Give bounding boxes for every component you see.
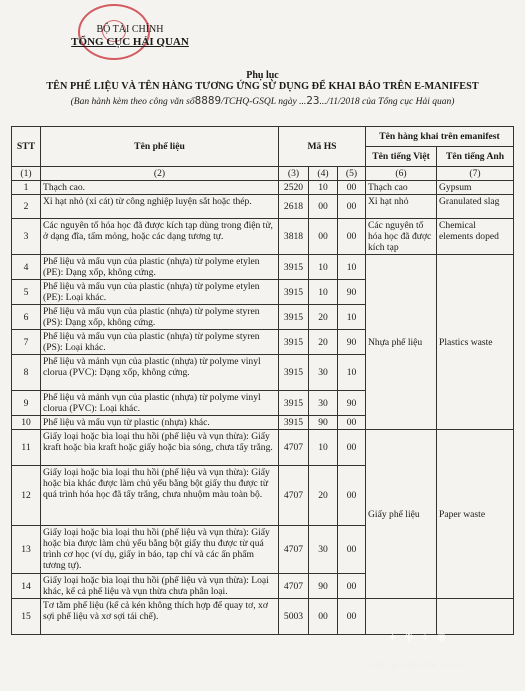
department-name: TỔNG CỤC HẢI QUAN [71,36,189,48]
hs-subheading: 00 [338,430,366,466]
header-vietnamese: Tên tiếng Việt [366,147,437,167]
scrap-name: Các nguyên tố hóa học đã được kích tạp dùng trong điện tử, ở dạng đĩa, tấm mỏng, hoặc các dạng tương tự. [41,219,279,255]
scrap-name: Phế liệu và mẩu vụn của plastic (nhựa) từ polyme etylen (PE): Dạng xốp, không cứng. [41,255,279,280]
row-number: 2 [12,195,41,219]
table-row [12,599,514,635]
row-number: 6 [12,305,41,330]
table-row [12,181,514,195]
hs-chapter: 3915 [279,280,309,305]
doc-number: 8889 [194,94,222,107]
hs-chapter: 3915 [279,330,309,355]
silk-vietnamese-name [366,599,437,635]
column-number: (3) [279,167,309,181]
english-name: Granulated slag [437,195,514,219]
hs-chapter: 4707 [279,430,309,466]
hs-subheading: 90 [338,280,366,305]
hs-heading: 30 [309,526,338,574]
column-number-row [12,167,514,181]
hs-chapter: 2618 [279,195,309,219]
header-hs-code: Mã HS [279,127,366,167]
hs-heading: 20 [309,330,338,355]
hs-heading: 10 [309,181,338,195]
table-row [12,430,514,466]
hs-subheading: 00 [338,416,366,430]
vietnamese-name: Xỉ hạt nhỏ [366,195,437,219]
scrap-name: Giấy loại hoặc bìa loại thu hồi (phế liệu và vụn thừa): Giấy kraft hoặc bìa kraft hoặc giấy hoặc bìa sóng, chưa tẩy trắng. [41,430,279,466]
column-number: (5) [338,167,366,181]
column-number: (7) [437,167,514,181]
hs-subheading: 10 [338,355,366,391]
hs-heading: 00 [309,195,338,219]
silk-english-name [437,599,514,635]
table-row [12,219,514,255]
vietnamese-name: Các nguyên tố hóa học đã được kích tạp [366,219,437,255]
hs-subheading: 90 [338,391,366,416]
hs-heading: 90 [309,416,338,430]
scrap-name: Phế liệu và mẩu vụn của plastic (nhựa) từ polyme etylen (PE): Loại khác. [41,280,279,305]
vietnamese-name: Thạch cao [366,181,437,195]
header-stt: STT [12,127,41,167]
hs-subheading: 00 [338,466,366,526]
scrap-name: Phế liệu và mảnh vụn của plastic (nhựa) từ polyme vinyl clorua (PVC): Loại khác. [41,391,279,416]
row-number: 8 [12,355,41,391]
hs-chapter: 4707 [279,466,309,526]
scrap-name: Giấy loại hoặc bìa loại thu hồi (phế liệu và vụn thừa): Loại khác, kể cả phế liệu và vụn thừa chưa phân loại. [41,574,279,599]
hs-chapter: 3915 [279,355,309,391]
document-subtitle [10,94,515,107]
hs-subheading: 90 [338,330,366,355]
overlay-caption: Tơ tằm phế liệu Silk waste [362,660,463,670]
scrap-name: Giấy loại hoặc bìa loại thu hồi (phế liệu và vụn thừa): Giấy hoặc bìa được làm chủ yếu bằng bột giấy thu được từ quá trình cơ học (ví dụ, giấy in báo, tạp chí và các ấn phẩm tương tự). [41,526,279,574]
hs-chapter: 3915 [279,416,309,430]
hs-subheading: 00 [338,219,366,255]
scrap-name: Phế liệu và mẩu vụn từ plastic (nhựa) khác. [41,416,279,430]
header-emanifest: Tên hàng khai trên emanifest [366,127,514,147]
subtitle-part-a: (Ban hành kèm theo công văn số [70,97,195,107]
plastic-vietnamese-name: Nhựa phế liệu [366,255,437,430]
scrap-name: Tơ tằm phế liệu (kể cả kén không thích hợp để quay tơ, xơ sợi phế liệu và xơ sợi tái chế). [41,599,279,635]
english-name: Chemical elements doped [437,219,514,255]
header-english: Tên tiếng Anh [437,147,514,167]
column-number: (1) [12,167,41,181]
hs-subheading: 00 [338,181,366,195]
row-number: 15 [12,599,41,635]
paper-english-name: Paper waste [437,430,514,599]
hs-subheading: 00 [338,526,366,574]
scrap-name: Phế liệu và mảnh vụn của plastic (nhựa) từ polyme vinyl clorua (PVC): Dạng xốp, không cứng. [41,355,279,391]
hs-chapter: 3818 [279,219,309,255]
scrap-name: Xỉ hạt nhỏ (xỉ cát) từ công nghiệp luyện sắt hoặc thép. [41,195,279,219]
hs-subheading: 00 [338,195,366,219]
table-body [12,167,514,635]
hs-chapter: 3915 [279,305,309,330]
hs-chapter: 4707 [279,574,309,599]
row-number: 14 [12,574,41,599]
hs-chapter: 3915 [279,255,309,280]
subtitle-part-b: /TCHQ-GSQL ngày ... [221,97,307,107]
scrap-name: Phế liệu và mẩu vụn của plastic (nhựa) từ polyme styren (PS): Loại khác. [41,330,279,355]
paper-vietnamese-name: Giấy phế liệu [366,430,437,599]
table-row [12,195,514,219]
column-number: (2) [41,167,279,181]
plastic-english-name: Plastics waste [437,255,514,430]
scrap-name: Phế liệu và mẩu vụn của plastic (nhựa) từ polyme styren (PS): Dạng xốp, không cứng. [41,305,279,330]
hs-chapter: 2520 [279,181,309,195]
row-number: 10 [12,416,41,430]
hs-heading: 20 [309,305,338,330]
watermark: ✦ ❉ ✧ ❃ [388,632,449,644]
row-number: 7 [12,330,41,355]
ministry-name: BỘ TÀI CHÍNH [96,24,164,35]
issuing-agency [60,24,200,48]
row-number: 1 [12,181,41,195]
hs-heading: 90 [309,574,338,599]
hs-chapter: 5003 [279,599,309,635]
row-number: 9 [12,391,41,416]
scrap-name: Thạch cao. [41,181,279,195]
hs-heading: 30 [309,355,338,391]
hs-heading: 00 [309,599,338,635]
document-title: TÊN PHẾ LIỆU VÀ TÊN HÀNG TƯƠNG ỨNG SỬ DỤNG ĐỂ KHAI BÁO TRÊN E-MANIFEST [46,81,479,92]
hs-heading: 30 [309,391,338,416]
header-scrap-name: Tên phế liệu [41,127,279,167]
row-number: 5 [12,280,41,305]
appendix-label: Phụ lục [246,70,279,81]
table-row [12,255,514,280]
scrap-name: Giấy loại hoặc bìa loại thu hồi (phế liệu và vụn thừa): Giấy hoặc bìa khác được làm chủ yếu bằng bột giấy thu được từ quá trình hóa học đã tẩy trắng, chưa nhuộm màu toàn bộ. [41,466,279,526]
row-number: 4 [12,255,41,280]
hs-subheading: 00 [338,599,366,635]
hs-chapter: 4707 [279,526,309,574]
english-name: Gypsum [437,181,514,195]
subtitle-part-c: .../11/2018 của Tổng cục Hải quan) [319,97,455,107]
row-number: 11 [12,430,41,466]
column-number: (4) [309,167,338,181]
doc-day: 23 [306,94,320,107]
row-number: 3 [12,219,41,255]
hs-heading: 10 [309,255,338,280]
hs-chapter: 3915 [279,391,309,416]
row-number: 13 [12,526,41,574]
hs-heading: 10 [309,280,338,305]
hs-heading: 10 [309,430,338,466]
row-number: 12 [12,466,41,526]
hs-heading: 00 [309,219,338,255]
column-number: (6) [366,167,437,181]
hs-subheading: 10 [338,305,366,330]
hs-subheading: 00 [338,574,366,599]
hs-heading: 20 [309,466,338,526]
scrap-table [11,126,514,635]
hs-subheading: 10 [338,255,366,280]
